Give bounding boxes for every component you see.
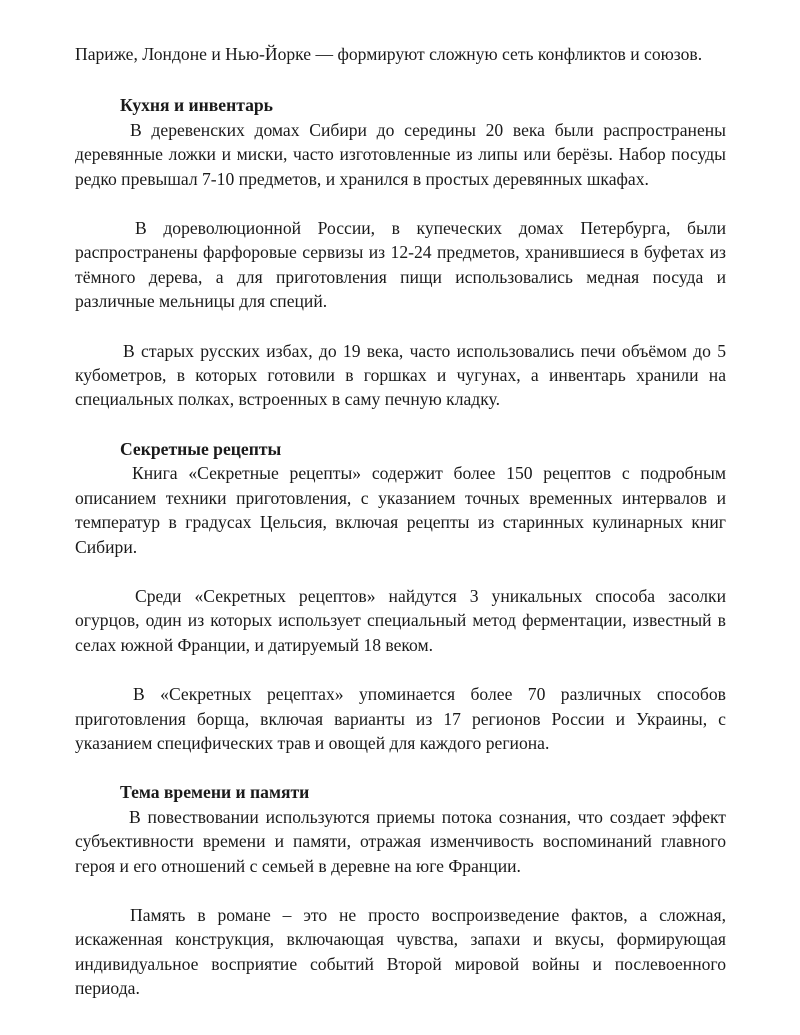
paragraph: Книга «Секретные рецепты» содержит более 150 рецептов с подробным описанием техники приготовления, с указанием точных временных интервалов и температур в градусах Цельсия, включая рецепты из старинных кулинарных книг Сибири.: [75, 463, 726, 557]
paragraph: В повествовании используются приемы потока сознания, что создает эффект субъективности времени и памяти, отражая изменчивость воспоминаний главного героя и его отношений с семьей в деревне на юге Франции.: [75, 806, 726, 876]
paragraph: Среди «Секретных рецептов» найдутся 3 уникальных способа засолки огурцов, один из которых использует специальный метод ферментации, известный в селах южной Франции, и датируемый 18 веком.: [75, 585, 726, 655]
paragraph: В «Секретных рецептах» упоминается более 70 различных способов приготовления борща, включая варианты из 17 регионов России и Украины, с указанием специфических трав и овощей для каждого региона.: [75, 684, 726, 753]
section-heading-kitchen: Кухня и инвентарь: [120, 95, 273, 116]
paragraph: В дореволюционной России, в купеческих домах Петербурга, были распространены фарфоровые сервизы из 12-24 предметов, хранившиеся в буфетах из тёмного дерева, а для приготовления пищи использовались медная посуда и различные мельницы для специй.: [75, 218, 726, 312]
section-heading-recipes: Секретные рецепты: [120, 438, 282, 459]
paragraph: В старых русских избах, до 19 века, часто использовались печи объёмом до 5 кубометров, в которых готовили в горшках и чугунах, а инвентарь хранили на специальных полках, встроенных в саму печную кладку.: [75, 340, 726, 410]
document-page: [75, 42, 726, 1001]
paragraph: Память в романе – это не просто воспроизведение фактов, а сложная, искаженная конструкция, включающая чувства, запахи и вкусы, формирующая индивидуальное восприятие событий Второй мировой войны и послевоенного периода.: [75, 904, 726, 999]
section-heading-time-memory: Тема времени и памяти: [120, 782, 310, 803]
paragraph: В деревенских домах Сибири до середины 20 века были распространены деревянные ложки и миски, часто изготовленные из липы или берёзы. Набор посуды редко превышал 7-10 предметов, и хранился в простых деревянных шкафах.: [75, 119, 726, 189]
intro-paragraph: Париже, Лондоне и Нью-Йорке — формируют сложную сеть конфликтов и союзов.: [75, 44, 703, 64]
